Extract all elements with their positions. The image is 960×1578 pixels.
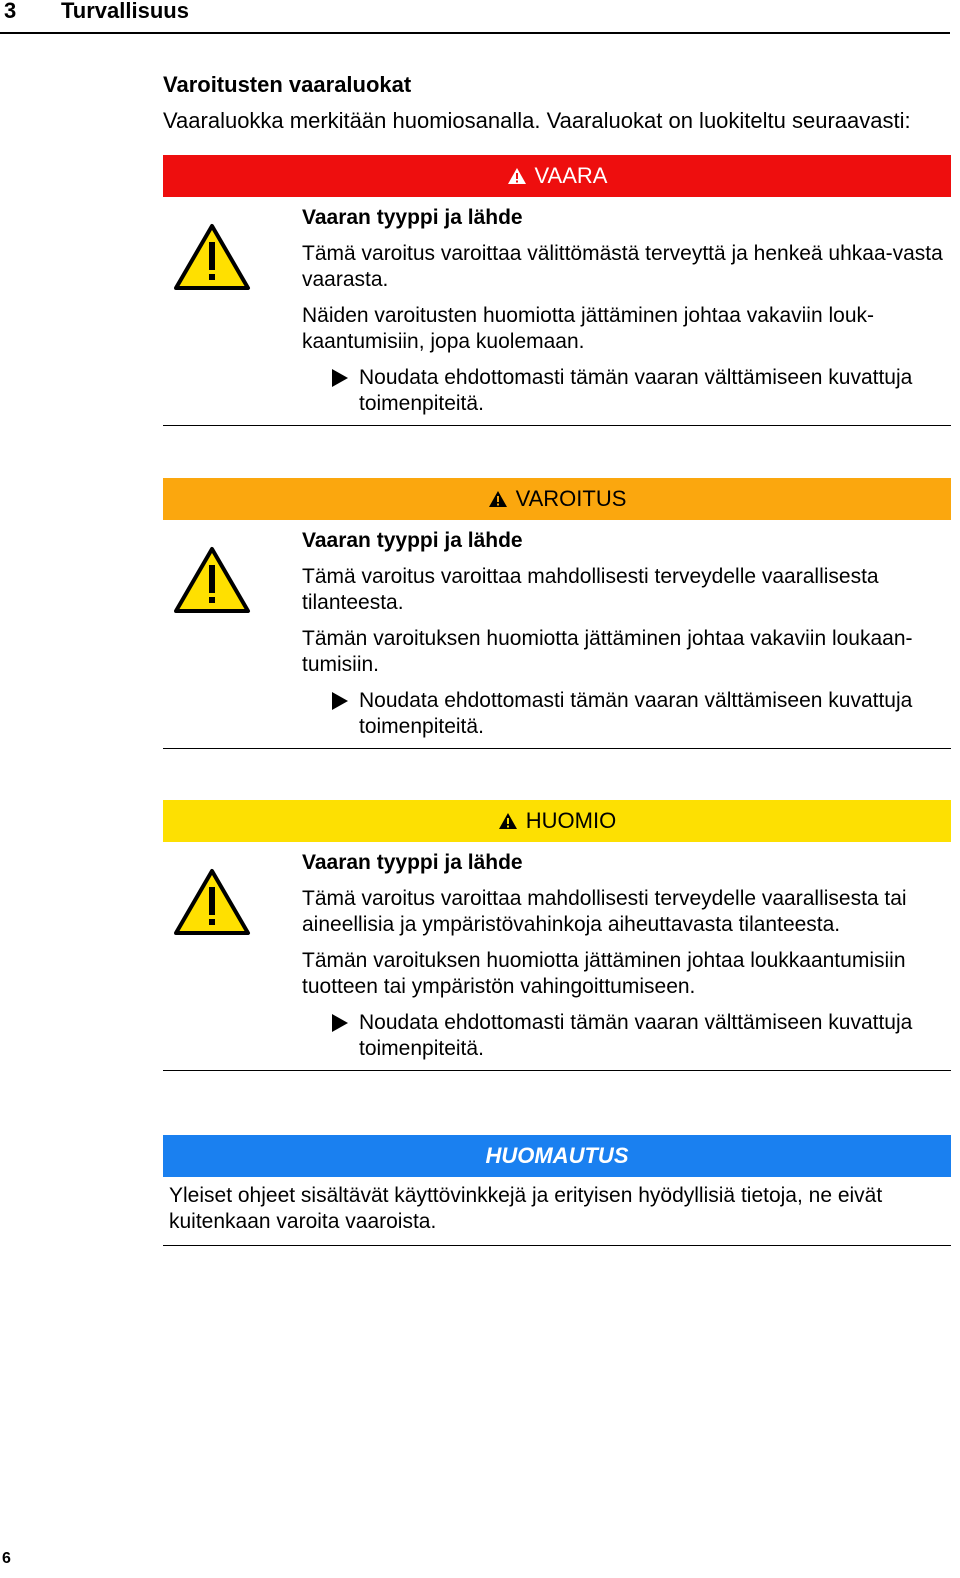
action-item [302,1010,951,1062]
page-number: 6 [2,1550,11,1567]
warning-box-vaara [163,155,951,426]
warning-triangle-icon [173,545,251,615]
warning-box-varoitus [163,478,951,749]
warning-triangle-icon [173,867,251,937]
warning-label: VAARA [534,163,608,188]
warning-box-huomio [163,800,951,1071]
warning-label: HUOMIO [525,808,617,833]
warning-banner [163,155,951,197]
chapter-title: Turvallisuus [61,0,189,23]
warning-triangle-icon [507,167,527,185]
warning-consequence: Näiden varoitusten huomiotta jättäminen johtaa vakaviin louk-kaantumisiin, jopa kuolemaan. [302,304,874,353]
warning-consequence: Tämän varoituksen huomiotta jättäminen johtaa vakaviin loukaan-tumisiin. [302,627,913,676]
note-box [163,1135,951,1246]
chapter-number: 3 [4,0,17,23]
triangle-right-icon [332,369,348,387]
triangle-right-icon [332,1014,348,1032]
warning-triangle-icon [488,490,508,508]
warning-triangle-icon [498,812,518,830]
triangle-right-icon [332,692,348,710]
action-item [302,688,951,740]
action-text: Noudata ehdottomasti tämän vaaran välttämiseen kuvattuja toimenpiteitä. [359,366,913,415]
note-text: Yleiset ohjeet sisältävät käyttövinkkejä ja erityisen hyödyllisiä tietoja, ne eivät kuitenkaan varoita vaaroista. [163,1177,951,1246]
hazard-type-heading: Vaaran tyyppi ja lähde [302,851,523,874]
note-label: HUOMAUTUS [485,1143,629,1168]
hazard-type-heading: Vaaran tyyppi ja lähde [302,206,523,229]
warning-consequence: Tämän varoituksen huomiotta jättäminen johtaa loukkaantumisiin tuotteen tai ympäristön vahingoittumiseen. [302,949,906,998]
warning-banner [163,800,951,842]
warning-description: Tämä varoitus varoittaa mahdollisesti terveydelle vaarallisesta tilanteesta. [302,565,879,614]
hazard-type-heading: Vaaran tyyppi ja lähde [302,529,523,552]
warning-content [163,197,951,426]
warning-description: Tämä varoitus varoittaa välittömästä terveyttä ja henkeä uhkaa-vasta vaarasta. [302,242,943,291]
warning-label: VAROITUS [515,486,627,511]
warning-triangle-icon [173,222,251,292]
warning-content [163,842,951,1071]
action-item [302,365,951,417]
action-text: Noudata ehdottomasti tämän vaaran välttämiseen kuvattuja toimenpiteitä. [359,1011,913,1060]
action-text: Noudata ehdottomasti tämän vaaran välttämiseen kuvattuja toimenpiteitä. [359,689,913,738]
section-title: Varoitusten vaaraluokat [163,72,412,97]
warning-banner [163,478,951,520]
warning-content [163,520,951,749]
section-intro: Vaaraluokka merkitään huomiosanalla. Vaaraluokat on luokiteltu seuraavasti: [163,108,911,133]
note-banner [163,1135,951,1177]
page-header [0,0,950,34]
warning-description: Tämä varoitus varoittaa mahdollisesti terveydelle vaarallisesta tai aineellisia ja ympäristövahinkoja aiheuttavasta tilanteesta. [302,887,907,936]
